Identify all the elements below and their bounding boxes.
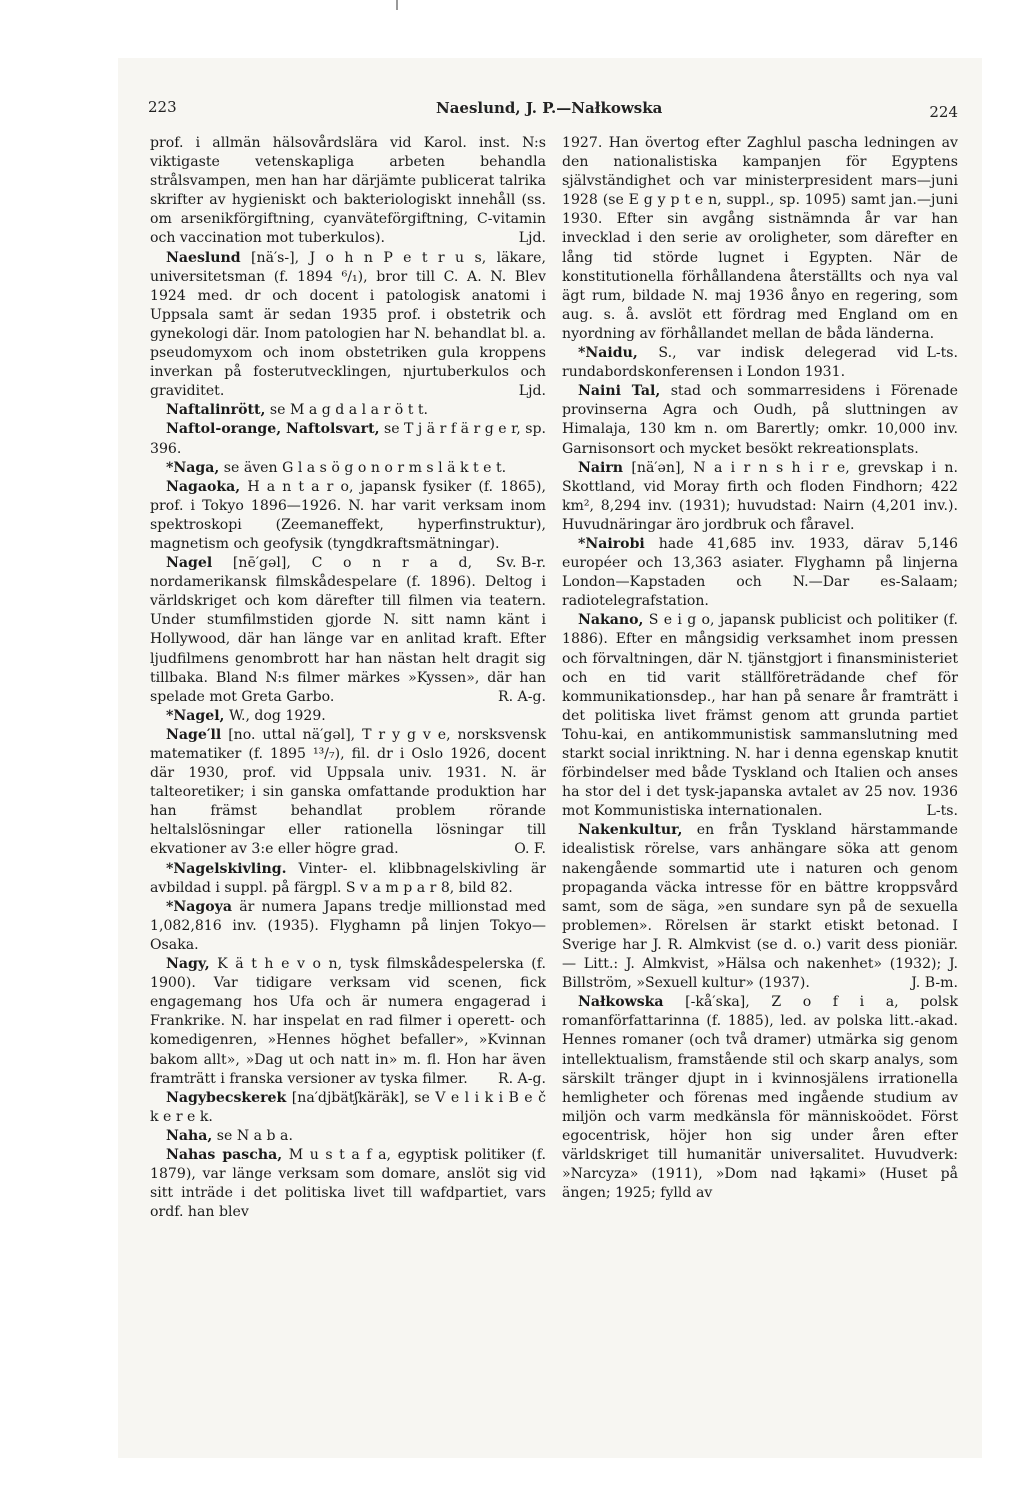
entry-text: se M a g d a l a r ö t t. xyxy=(265,402,428,419)
scan-mark xyxy=(396,0,398,10)
right-column xyxy=(562,134,958,1203)
entry-signature: Ljd. xyxy=(518,383,546,400)
entry-text: [-kå′ska], Z o f i a, polsk romanförfattarinna (f. 1885), led. av polska litt.-akad. Hennes romaner (och två dramer) utmärka sig genom intellektualism, framstående stil och skarp analys, som särskilt tränger djupt in i kvinnosjälens irrationella hemligheter och förenas med ingående studium av miljön och varm medkänsla för människoödet. Först egocentrisk, höjer hon sig under åren efter världskriget till humanitär universalitet. Huvudverk: »Narcyza» (1911), »Dom nad łąkami» (Huset på ängen; 1925; fylld av xyxy=(562,994,958,1202)
entry-text: är numera Japans tredje millionstad med 1,082,816 inv. (1935). Flyghamn på linjen Tokyo—Osaka. xyxy=(150,898,546,953)
entry-text: [nä′ən], N a i r n s h i r e, grevskap i n. Skottland, vid Moray firth och floden Findhorn; 422 km², 8,294 inv. (1931); huvudstad: Nairn (4,201 inv.). Huvudnäringar äro jordbruk och fåravel. xyxy=(562,459,958,533)
entry-signature: L-ts. xyxy=(926,803,958,820)
entry-headword: Nage′ll xyxy=(166,726,222,743)
entry-headword: Naha, xyxy=(166,1127,213,1144)
dictionary-entry xyxy=(150,707,546,726)
entry-text: [nä′s-], J o h n P e t r u s, läkare, universitetsman (f. 1894 ⁶/₁), bror till C. A. N. Blev 1924 med. dr och docent i patologisk anatomi i Uppsala samt är sedan 1935 prof. i obstetrik och gynekologi där. Inom patologien har N. behandlat bl. a. pseudomyxom och inom obstetriken gula kroppens inverkan på fosterutvecklingen, njurtuberkulos och graviditet. xyxy=(150,249,546,400)
dictionary-entry xyxy=(562,821,958,993)
entry-text: 1927. Han övertog efter Zaghlul pascha ledningen av den nationalistiska kampanjen för Egyptens självständighet och var ministerpresident mars—juni 1928 (se E g y p t e n, suppl., sp. 1095) samt jan.—juni 1930. Efter sin avgång sistnämnda år var han invecklad i den serie av oroligheter, som därefter en lång tid störde lugnet i Egypten. När de konstitutionella förhållandena återställts och nya val ägt rum, bildade N. maj 1936 ånyo en regering, som aug. s. å. avslöt ett fördrag med England om en nyordning av förhållandet mellan de båda länderna. xyxy=(562,135,958,342)
entry-headword: *Naga, xyxy=(166,459,220,476)
entry-text: W., dog 1929. xyxy=(224,707,326,724)
dictionary-entry xyxy=(562,459,958,535)
entry-text: se T j ä r f ä r g e r, sp. 396. xyxy=(150,421,546,457)
left-column xyxy=(150,134,546,1222)
running-title: Naeslund, J. P.—Nałkowska xyxy=(436,99,663,117)
entry-text: stad och sommarresidens i Förenade provinserna Agra och Oudh, på sluttningen av Himalaja, 130 km n. om Barertly; omkr. 10,000 inv. Garnisonsort och mycket besökt rekreationsplats. xyxy=(562,383,958,457)
dictionary-entry xyxy=(150,860,546,898)
entry-text: hade 41,685 inv. 1933, därav 5,146 européer och 13,363 asiater. Flyghamn på linjerna London—Kapstaden och N.—Dar es-Salaam; radiotelegrafstation. xyxy=(562,535,958,610)
page-header xyxy=(148,98,958,128)
entry-headword: *Nagoya xyxy=(166,898,232,915)
entry-signature: R. A-g. xyxy=(497,1070,546,1087)
entry-signature: Sv. B-r. xyxy=(496,555,546,572)
entry-headword: Nairn xyxy=(578,459,624,476)
page-number-left: 223 xyxy=(148,98,177,116)
entry-headword: *Naidu, xyxy=(578,345,638,362)
dictionary-entry xyxy=(150,420,546,458)
entry-headword: Naeslund xyxy=(166,249,241,266)
entry-headword: Naini Tal, xyxy=(578,383,661,400)
entry-headword: Nakenkultur, xyxy=(578,822,683,839)
dictionary-entry xyxy=(150,1146,546,1222)
entry-text: [na′djbätʃkäräk], se V e l i k i B e č k e r e k. xyxy=(150,1089,546,1125)
dictionary-entry xyxy=(562,382,958,458)
entry-signature: J. B-m. xyxy=(911,975,958,992)
entry-text: K ä t h e v o n, tysk filmskådespelerska (f. 1900). Var tidigare verksam vid scenen, fick engagemang hos Ufa och är numera engagerad i Frankrike. N. har inspelat en rad filmer i operett- och komedigenren, »Hennes höghet befaller», »Kvinnan bakom allt», »Dag ut och natt in» m. fl. Hon har även framträtt i franska versioner av tyska filmer. xyxy=(150,956,546,1087)
dictionary-entry xyxy=(150,898,546,955)
entry-signature: Ljd. xyxy=(518,230,546,247)
entry-headword: Nahas pascha, xyxy=(166,1146,283,1163)
dictionary-entry xyxy=(562,611,958,821)
dictionary-entry xyxy=(150,1127,546,1146)
entry-headword: Nagel xyxy=(166,555,213,572)
entry-text: S e i g o, japansk publicist och politiker (f. 1886). Efter en mångsidig verksamhet inom pressen och förvaltningen, där N. tjänstgjort i finansministeriet och en tid varit ställföreträdande chef för kommunikationsdep., har han på senare år framträtt i det politiska livet främst genom att grunda partiet Tohu-kai, en antikommunistisk sammanslutning med starkt social inriktning. N. har i denna egenskap knutit förbindelser med både Tyskland och Italien och anses ha stor del i det tysk-japanska avtalet av 25 nov. 1936 mot Kommunistiska internationalen. xyxy=(562,612,958,820)
entry-signature: L-ts. xyxy=(926,345,958,362)
entry-headword: Nagybecskerek xyxy=(166,1089,287,1106)
dictionary-entry xyxy=(150,249,546,402)
dictionary-entry xyxy=(562,344,958,382)
dictionary-entry xyxy=(150,554,546,707)
dictionary-entry xyxy=(150,134,546,249)
entry-headword: Nałkowska xyxy=(578,994,664,1011)
entry-text: se även G l a s ö g o n o r m s l ä k t e t. xyxy=(219,459,507,476)
entry-text: [no. uttal nä′gəl], T r y g v e, norsksvensk matematiker (f. 1895 ¹³/₇), fil. dr i Oslo 1926, docent där 1930, prof. vid Uppsala univ. 1931. N. är talteoretiker; i sin ganska omfattande produktion har han främst behandlat problem rörande heltalslösningar eller rationella lösningar till ekvationer av 3:e eller högre grad. xyxy=(150,726,546,858)
entry-text: prof. i allmän hälsovårdslära vid Karol. inst. N:s viktigaste vetenskapliga arbeten behandla strålsvampen, men han har därjämte publicerat talrika skrifter av hygieniskt och bakteriologiskt innehåll (ss. om arsenikförgiftning, cyanväteförgiftning, C-vitamin och vaccination mot tuberkulos). xyxy=(150,135,546,247)
entry-headword: Naftalinrött, xyxy=(166,402,266,419)
dictionary-entry xyxy=(150,726,546,860)
dictionary-entry xyxy=(562,993,958,1203)
entry-headword: Naftol-orange, Naftolsvart, xyxy=(166,421,380,438)
entry-headword: *Nagel, xyxy=(166,707,225,724)
entry-signature: R. A-g. xyxy=(497,688,546,705)
dictionary-entry xyxy=(150,401,546,420)
entry-text: [nē′gəl], C o n r a d, nordamerikansk filmskådespelare (f. 1896). Deltog i världskriget och kom därefter till filmen via teatern. Under stumfilmstiden gjorde N. sitt namn känt i Hollywood, där han länge var en anlitad kraft. Efter ljudfilmens genombrott har han nästan helt dragit sig tillbaka. Bland N:s filmer märkes »Kyssen», där han spelade mot Greta Garbo. xyxy=(150,555,546,705)
page-number-right: 224 xyxy=(929,103,958,121)
dictionary-entry xyxy=(150,459,546,478)
entry-headword: *Nagelskivling. xyxy=(166,860,287,877)
entry-headword: Nagy, xyxy=(166,956,210,973)
entry-text: en från Tyskland härstammande idealistisk rörelse, vars anhängare söka att genom nakengående sommartid ute i naturen och genom propaganda väcka intresse för en bättre kroppsvård samt, som de säga, »en sundare syn på de sexuella problemen». Rörelsen är starkt etiskt betonad. I Sverige har J. R. Almkvist (se d. o.) varit dess pioniär. — Litt.: J. Almkvist, »Hälsa och nakenhet» (1932); J. Billström, »Sexuell kultur» (1937). xyxy=(562,822,958,992)
dictionary-entry xyxy=(150,1089,546,1127)
entry-text: Vinter- el. klibbnagelskivling är avbildad i suppl. på färgpl. S v a m p a r 8, bild 82. xyxy=(150,860,546,896)
entry-headword: Nagaoka, xyxy=(166,478,241,495)
entry-text: S., var indisk delegerad vid rundabordskonferensen i London 1931. xyxy=(562,345,919,381)
entry-headword: *Nairobi xyxy=(578,535,645,552)
dictionary-entry xyxy=(562,535,958,611)
entry-signature: O. F. xyxy=(514,841,546,858)
entry-text: se N a b a. xyxy=(212,1127,293,1144)
entry-text: H a n t a r o, japansk fysiker (f. 1865), prof. i Tokyo 1896—1926. N. har varit verksam inom spektroskopi (Zeemaneffekt, hyperfinstruktur), magnetism och geofysik (tyngdkraftsmätningar). xyxy=(150,478,546,552)
dictionary-entry xyxy=(150,955,546,1089)
entry-text: M u s t a f a, egyptisk politiker (f. 1879), var länge verksam som domare, anslöt sig vid sitt inträde i det politiska livet till wafdpartiet, vars ordf. han blev xyxy=(150,1146,547,1221)
entry-headword: Nakano, xyxy=(578,612,644,629)
